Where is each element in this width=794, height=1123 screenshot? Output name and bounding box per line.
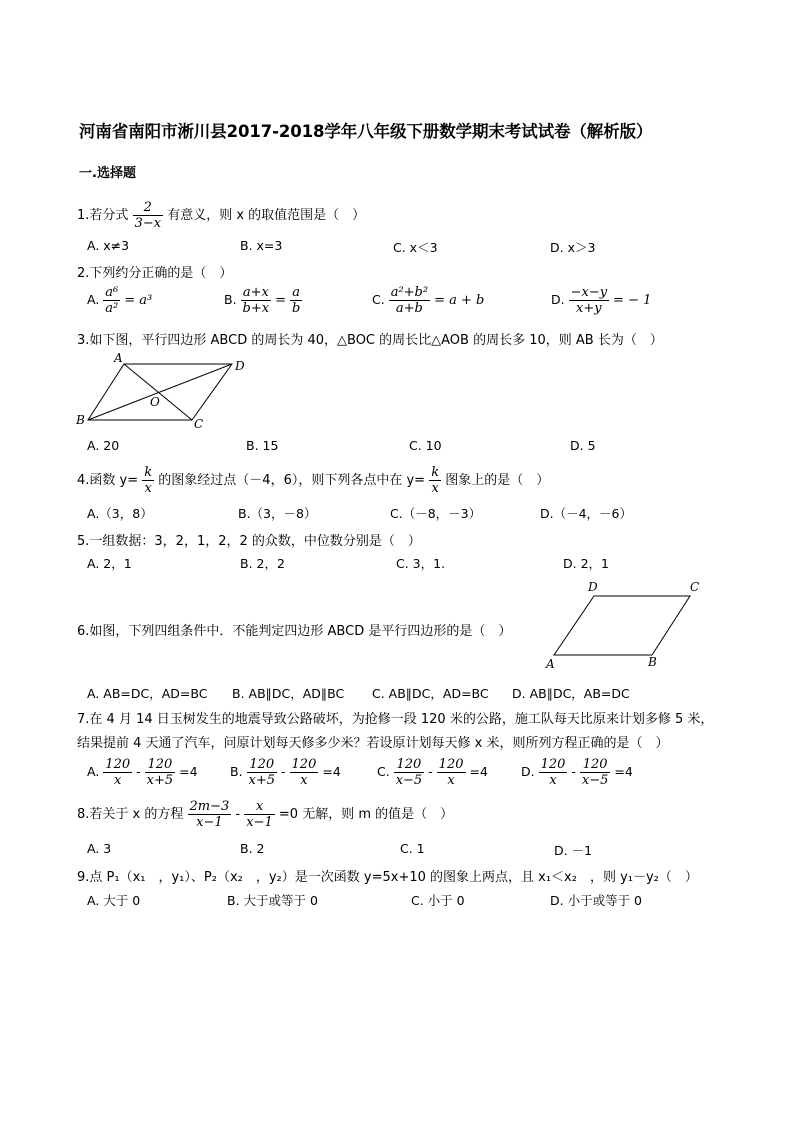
q3-label-b: B (76, 413, 85, 427)
question-9: 9.点 P₁（x₁ ，y₁）、P₂（x₂ ，y₂）是一次函数 y=5x+10 的图象上两点，且 x₁＜x₂ ，则 y₁－y₂（ ） (77, 870, 698, 885)
section-heading: 一.选择题 (79, 166, 136, 181)
question-2: 2.下列约分正确的是（ ） (77, 266, 233, 281)
q5-option-b: B. 2，2 (240, 556, 285, 571)
q6-option-b: B. AB∥DC，AD∥BC (232, 686, 345, 701)
q6-label-c: C (690, 580, 700, 594)
q7-option-c: C. $\frac{120}{x-5}$ - $\frac{120}{x}$ =4 (377, 757, 488, 788)
q9-option-a: A. 大于 0 (87, 893, 141, 908)
q5-option-c: C. 3，1. (396, 556, 446, 571)
question-4: 4.函数 y= $\frac{k}{x}$ 的图象经过点（－4，6），则下列各点中在 y= $\frac{k}{x}$ 图象上的是（ ） (77, 465, 550, 496)
question-8: 8.若关于 x 的方程 $\frac{2m-3}{x-1}$ - $\frac{x}{x-1}$ =0 无解，则 m 的值是（ ） (77, 799, 454, 830)
q2-option-d: D. $\frac{-x-y}{x+y}$ = − 1 (551, 285, 652, 316)
q2-option-a: A. $\frac{\text{a⁶}}{\text{a²}}$ = a³ (87, 285, 153, 316)
q9-option-d: D. 小于或等于 0 (550, 893, 642, 908)
q3-option-a: A. 20 (87, 438, 120, 453)
q3-option-c: C. 10 (409, 438, 442, 453)
q2-option-c: C. $\frac{\text{a²+b²}}{a+b}$ = a + b (372, 285, 485, 316)
q1-suffix: 有意义，则 x 的取值范围是（ ） (167, 208, 366, 223)
q9-option-c: C. 小于 0 (411, 893, 465, 908)
q6-label-d: D (588, 580, 598, 594)
q1-option-d: D. x＞3 (550, 240, 596, 255)
q1-option-b: B. x=3 (240, 238, 283, 253)
q6-label-b: B (648, 655, 657, 669)
q4-option-d: D.（－4，－6） (540, 506, 633, 521)
q8-option-d: D. －1 (554, 843, 593, 858)
q6-parallelogram-figure (540, 578, 710, 674)
q3-label-d: D (235, 359, 245, 373)
q4-option-a: A.（3，8） (87, 506, 153, 521)
q1-option-c: C. x＜3 (393, 240, 438, 255)
q1-option-a: A. x≠3 (87, 238, 130, 253)
q2-option-b: B. $\frac{a+x}{b+x}$ = $\frac{a}{b}$ (224, 285, 301, 316)
q6-option-a: A. AB=DC，AD=BC (87, 686, 208, 701)
q5-option-d: D. 2，1 (563, 556, 609, 571)
question-5: 5.一组数据：3，2，1，2，2 的众数，中位数分别是（ ） (77, 534, 421, 549)
q3-label-c: C (194, 417, 204, 430)
question-7-line-1: 7.在 4 月 14 日玉树发生的地震导致公路破坏，为抢修一段 120 米的公路，施工队每天比原来计划多修 5 米， (77, 712, 714, 727)
q3-option-d: D. 5 (570, 438, 596, 453)
q4-option-c: C.（－8，－3） (390, 506, 482, 521)
q8-option-b: B. 2 (240, 841, 265, 856)
document-title: 河南省南阳市淅川县2017-2018学年八年级下册数学期末考试试卷（解析版） (79, 122, 653, 141)
q3-label-o: O (150, 395, 160, 409)
q1-prefix: 1.若分式 (77, 208, 129, 223)
q8-option-c: C. 1 (400, 841, 425, 856)
question-1 (77, 201, 365, 230)
q1-fraction: $\frac{2}{3-x}$ (134, 200, 162, 231)
q4-option-b: B.（3，－8） (238, 506, 317, 521)
question-6: 6.如图，下列四组条件中．不能判定四边形 ABCD 是平行四边形的是（ ） (77, 624, 512, 639)
q7-option-d: D. $\frac{120}{x}$ - $\frac{120}{x-5}$ =4 (521, 757, 633, 788)
q6-option-d: D. AB∥DC，AB=DC (512, 686, 630, 701)
q7-option-b: B. $\frac{120}{x+5}$ - $\frac{120}{x}$ =4 (230, 757, 341, 788)
q3-parallelogram-figure (72, 350, 252, 430)
q3-label-a: A (114, 351, 123, 365)
q6-label-a: A (546, 657, 555, 671)
q3-option-b: B. 15 (246, 438, 279, 453)
question-3: 3.如下图，平行四边形 ABCD 的周长为 40，△BOC 的周长比△AOB 的周长多 10，则 AB 长为（ ） (77, 333, 663, 348)
q5-option-a: A. 2，1 (87, 556, 132, 571)
question-7-line-2: 结果提前 4 天通了汽车，问原计划每天修多少米？若设原计划每天修 x 米，则所列方程正确的是（ ） (77, 736, 669, 751)
q9-option-b: B. 大于或等于 0 (227, 893, 318, 908)
q7-option-a: A. $\frac{120}{x}$ - $\frac{120}{x+5}$ =4 (87, 757, 198, 788)
q6-option-c: C. AB∥DC，AD=BC (372, 686, 489, 701)
q8-option-a: A. 3 (87, 841, 112, 856)
